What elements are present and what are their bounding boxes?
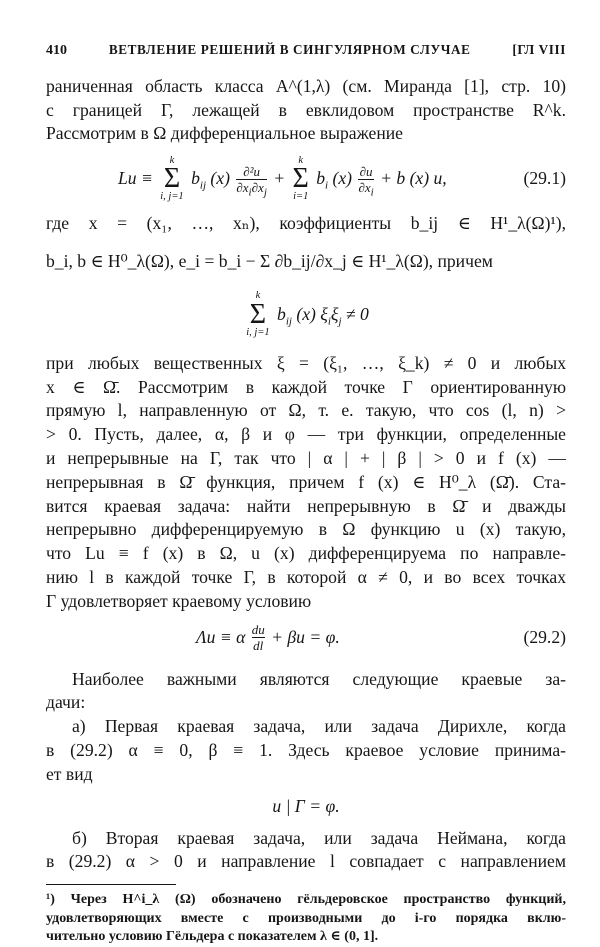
footnote-line: удовлетворяющих вместе с производными до i-го порядка вклю- bbox=[46, 910, 566, 926]
footnote-divider bbox=[46, 884, 176, 885]
text-line: раниченная область класса A^(1,λ) (см. Миранда [1], стр. 10) bbox=[46, 75, 566, 96]
text-line: вится краевая задача: найти непрерывную в Ω̄ и дважды bbox=[46, 495, 566, 516]
equation-29-1: Lu ≡ k Σ i, j=1 $b_{ij}$ (x) $\frac{\text{∂²u}}{\partial x_i\partial x_j}$ + k Σ i=1 $b_i$ (x) $\frac{\partial u}{\partial x_i}$ + b (x) u, (29.1) bbox=[118, 154, 566, 203]
sum-symbol: k Σ i, j=1 bbox=[246, 290, 270, 338]
coefficients-line: b_i, b ∈ H⁰_λ(Ω), e_i = b_i − Σ ∂b_ij/∂x_j ∈ H¹_λ(Ω), причем bbox=[46, 250, 493, 271]
text-line: в (29.2) α > 0 и направление l совпадает с направлением bbox=[46, 851, 566, 872]
text-line: при любых вещественных ξ = (ξ₁, …, ξ_k) ≠ 0 и любых bbox=[46, 352, 566, 373]
text-line: что Lu ≡ f (x) в Ω, u (x) дифференцируема по направле- bbox=[46, 543, 566, 564]
fraction: $\frac{\partial u}{\partial x_i}$ bbox=[358, 163, 374, 199]
footnote-line: чительно условию Гёльдера с показателем λ ∈ (0, 1]. bbox=[46, 929, 379, 945]
running-header bbox=[46, 38, 566, 63]
where-line: где x = (x₁, …, xₙ), коэффициенты b_ij ∈ H¹_λ(Ω)¹), bbox=[46, 213, 566, 234]
equation-number: (29.2) bbox=[523, 626, 566, 647]
sum-symbol: k Σ i, j=1 bbox=[160, 154, 184, 203]
text-line: Наиболее важными являются следующие краевые за- bbox=[72, 668, 566, 689]
running-title: ВЕТВЛЕНИЕ РЕШЕНИЙ В СИНГУЛЯРНОМ СЛУЧАЕ bbox=[108, 42, 471, 57]
text-line: Рассмотрим в Ω дифференциальное выражение bbox=[46, 123, 403, 144]
text-line: б) Вторая краевая задача, или задача Неймана, когда bbox=[72, 827, 566, 848]
equation-29-2: Λu ≡ α $\frac{du}{dl}$ + βu = φ. (29.2) bbox=[196, 622, 566, 654]
equation-number: (29.1) bbox=[523, 168, 566, 189]
text-line: нию l в каждой точке Γ, в которой α ≠ 0, и во всех точках bbox=[46, 566, 566, 587]
text-line: ет вид bbox=[46, 763, 93, 784]
chapter-label: [ГЛ VIII bbox=[512, 42, 566, 57]
paragraph-neumann bbox=[46, 827, 566, 875]
text-line: а) Первая краевая задача, или задача Дирихле, когда bbox=[72, 716, 566, 737]
text-line: с границей Γ, лежащей в евклидовом пространстве R^k. bbox=[46, 99, 566, 120]
text-line: и непрерывные на Γ, так что | α | + | β | > 0 и f (x) — bbox=[46, 447, 566, 468]
page-number: 410 bbox=[46, 43, 67, 58]
text-line: x ∈ Ω̄. Рассмотрим в каждой точке Γ ориентированную bbox=[46, 376, 566, 397]
paragraph-dirichlet bbox=[46, 715, 566, 786]
text-line: непрерывно дифференцируемую в Ω функцию u (x) такую, bbox=[46, 519, 566, 540]
ellipticity-condition: k Σ i, j=1 $b_{ij}$ (x) $\xi_i\xi_j \ne 0$ bbox=[246, 290, 369, 338]
text-line: дачи: bbox=[46, 692, 86, 713]
fraction: $\frac{\text{∂²u}}{\partial x_i\partial x_j}$ bbox=[236, 163, 267, 199]
paragraph-problem bbox=[46, 352, 566, 614]
dirichlet-condition: u | Γ = φ. bbox=[272, 795, 340, 816]
text-line: прямую l, направленную от Ω, т. е. такую, что cos (l, n) > bbox=[46, 400, 566, 421]
footnote-line: ¹) Через H^i_λ (Ω) обозначено гёльдеровское пространство функций, bbox=[46, 892, 566, 908]
text-line: > 0. Пусть, далее, α, β и φ — три функции, определенные bbox=[46, 424, 566, 445]
paragraph-important bbox=[46, 668, 566, 716]
fraction: $\frac{du}{dl}$ bbox=[251, 622, 265, 654]
footnote bbox=[46, 891, 566, 947]
text-line: в (29.2) α ≡ 0, β ≡ 1. Здесь краевое условие принима- bbox=[46, 739, 566, 760]
text-line: Γ удовлетворяет краевому условию bbox=[46, 590, 312, 611]
text-line: непрерывная в Ω̄ функция, причем f (x) ∈ H⁰_λ (Ω̄). Ста- bbox=[46, 471, 566, 492]
sum-symbol: k Σ i=1 bbox=[292, 154, 309, 203]
paragraph-domain bbox=[46, 75, 566, 146]
